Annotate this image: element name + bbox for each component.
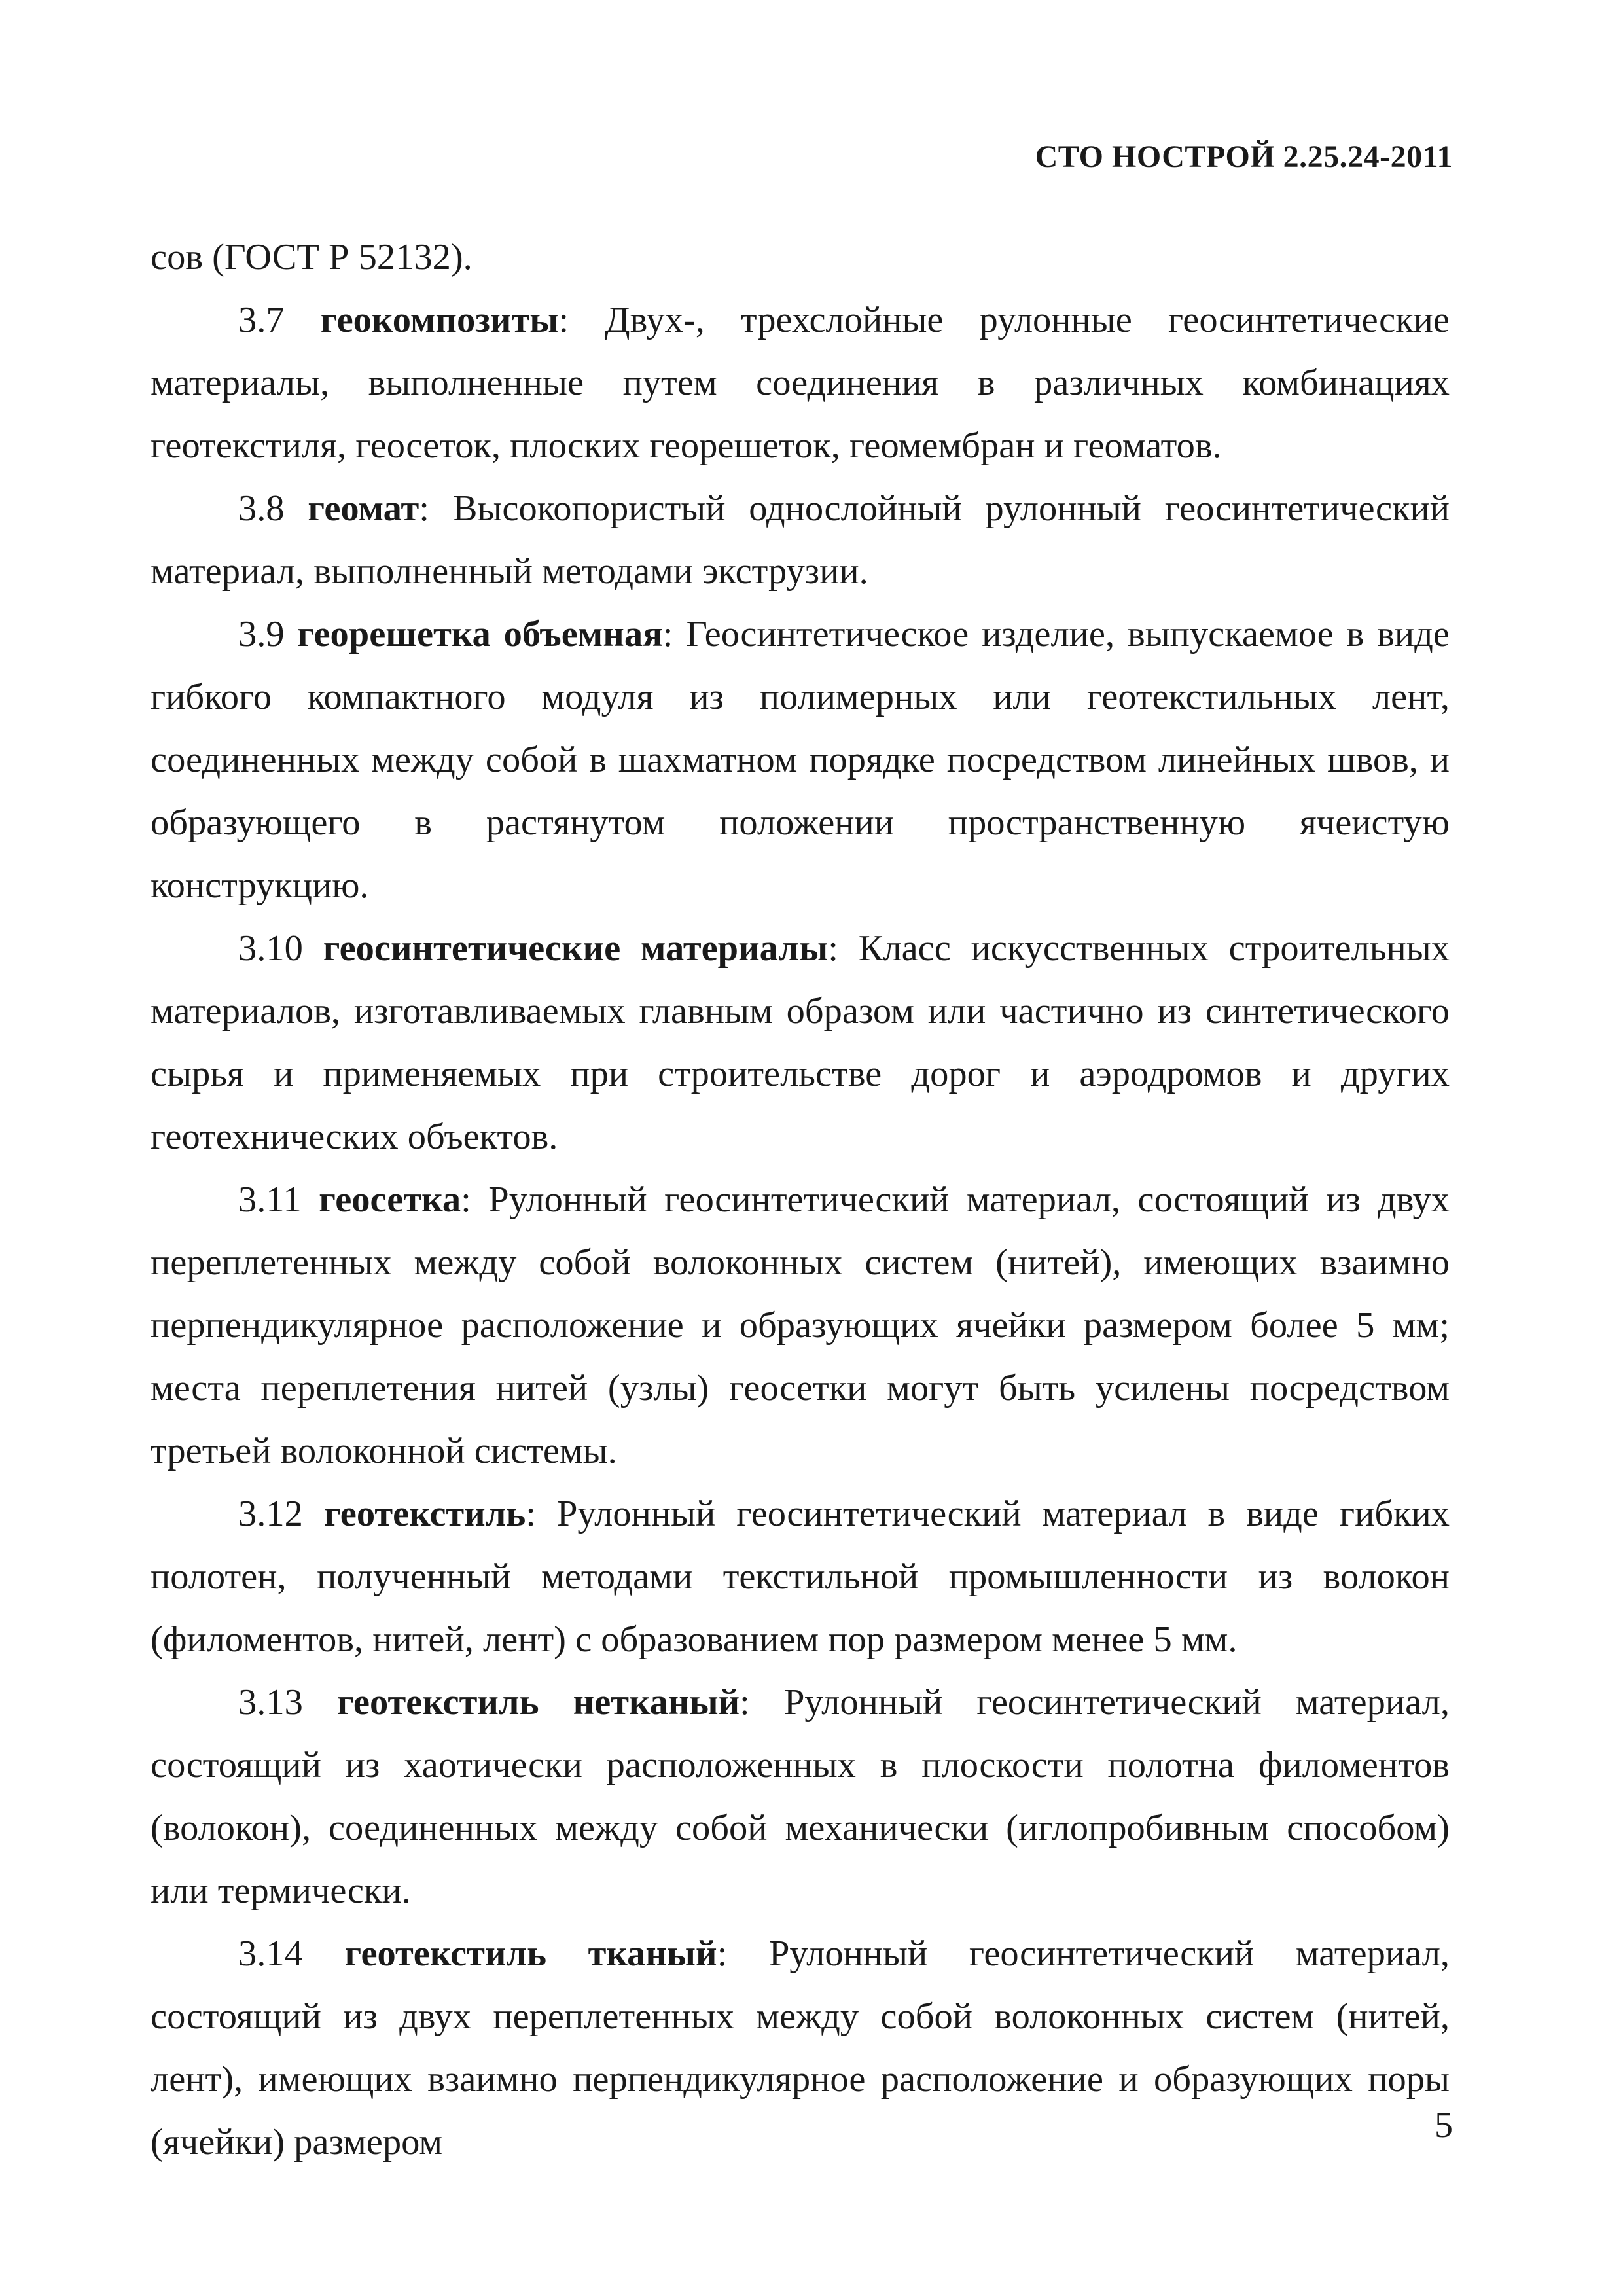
definition-number: 3.14 (238, 1933, 303, 1974)
definition-text: : Рулонный геосинтетический материал, состоящий из двух переплетенных между собой волоконных систем (нитей, лент), имеющих взаимно перпендикулярное расположение и образующих поры (ячейки) размером (151, 1933, 1450, 2162)
definition-text: : Двух-, трехслойные рулонные геосинтетические материалы, выполненные путем соединения в различных комбинациях геотекстиля, геосеток, плоских георешеток, геомембран и геоматов. (151, 300, 1450, 466)
document-body (151, 226, 1450, 2174)
definition-term: геомат (308, 488, 419, 529)
definition-3-12 (151, 1482, 1450, 1671)
definition-text: : Рулонный геосинтетический материал в виде гибких полотен, полученный методами текстильной промышленности из волокон (филоментов, нитей, лент) с образованием пор размером менее 5 мм. (151, 1494, 1450, 1660)
definition-text: : Рулонный геосинтетический материал, состоящий из хаотически расположенных в плоскости полотна филоментов (волокон), соединенных между собой механически (иглопробивным способом) или термически. (151, 1682, 1450, 1911)
definition-number: 3.11 (238, 1179, 302, 1220)
definition-3-9 (151, 603, 1450, 917)
definition-term: геосинтетические материалы (323, 928, 829, 969)
definition-number: 3.9 (238, 614, 285, 655)
definition-term: геотекстиль нетканый (337, 1682, 740, 1723)
definition-3-11 (151, 1168, 1450, 1482)
page-number: 5 (1435, 2105, 1453, 2145)
definition-term: геотекстиль тканый (344, 1933, 717, 1974)
definition-term: георешетка объемная (297, 614, 663, 655)
definition-3-13 (151, 1671, 1450, 1922)
definition-number: 3.7 (238, 300, 285, 340)
definition-text: : Высокопористый однослойный рулонный геосинтетический материал, выполненный методами экструзии. (151, 488, 1450, 592)
definition-term: геосетка (319, 1179, 461, 1220)
definition-3-10 (151, 917, 1450, 1168)
definition-text: : Геосинтетическое изделие, выпускаемое в виде гибкого компактного модуля из полимерных или геотекстильных лент, соединенных между собой в шахматном порядке посредством линейных швов, и образующего в растянутом положении пространственную ячеистую конструкцию. (151, 614, 1450, 906)
definition-term: геотекстиль (323, 1494, 526, 1534)
definition-number: 3.12 (238, 1494, 303, 1534)
definition-number: 3.10 (238, 928, 303, 969)
definition-term: геокомпозиты (320, 300, 559, 340)
definition-number: 3.8 (238, 488, 285, 529)
definition-3-14 (151, 1922, 1450, 2174)
definition-3-7 (151, 289, 1450, 477)
lead-paragraph: сов (ГОСТ Р 52132). (151, 237, 473, 278)
definition-3-8 (151, 477, 1450, 603)
definition-number: 3.13 (238, 1682, 303, 1723)
document-code-header: СТО НОСТРОЙ 2.25.24-2011 (1035, 139, 1453, 174)
definition-text: : Класс искусственных строительных материалов, изготавливаемых главным образом или частично из синтетического сырья и применяемых при строительстве дорог и аэродромов и других геотехнических объектов. (151, 928, 1450, 1157)
definition-text: : Рулонный геосинтетический материал, состоящий из двух переплетенных между собой волоконных систем (нитей), имеющих взаимно перпендикулярное расположение и образующих ячейки размером более 5 мм; места переплетения нитей (узлы) геосетки могут быть усилены посредством третьей волоконной системы. (151, 1179, 1450, 1471)
